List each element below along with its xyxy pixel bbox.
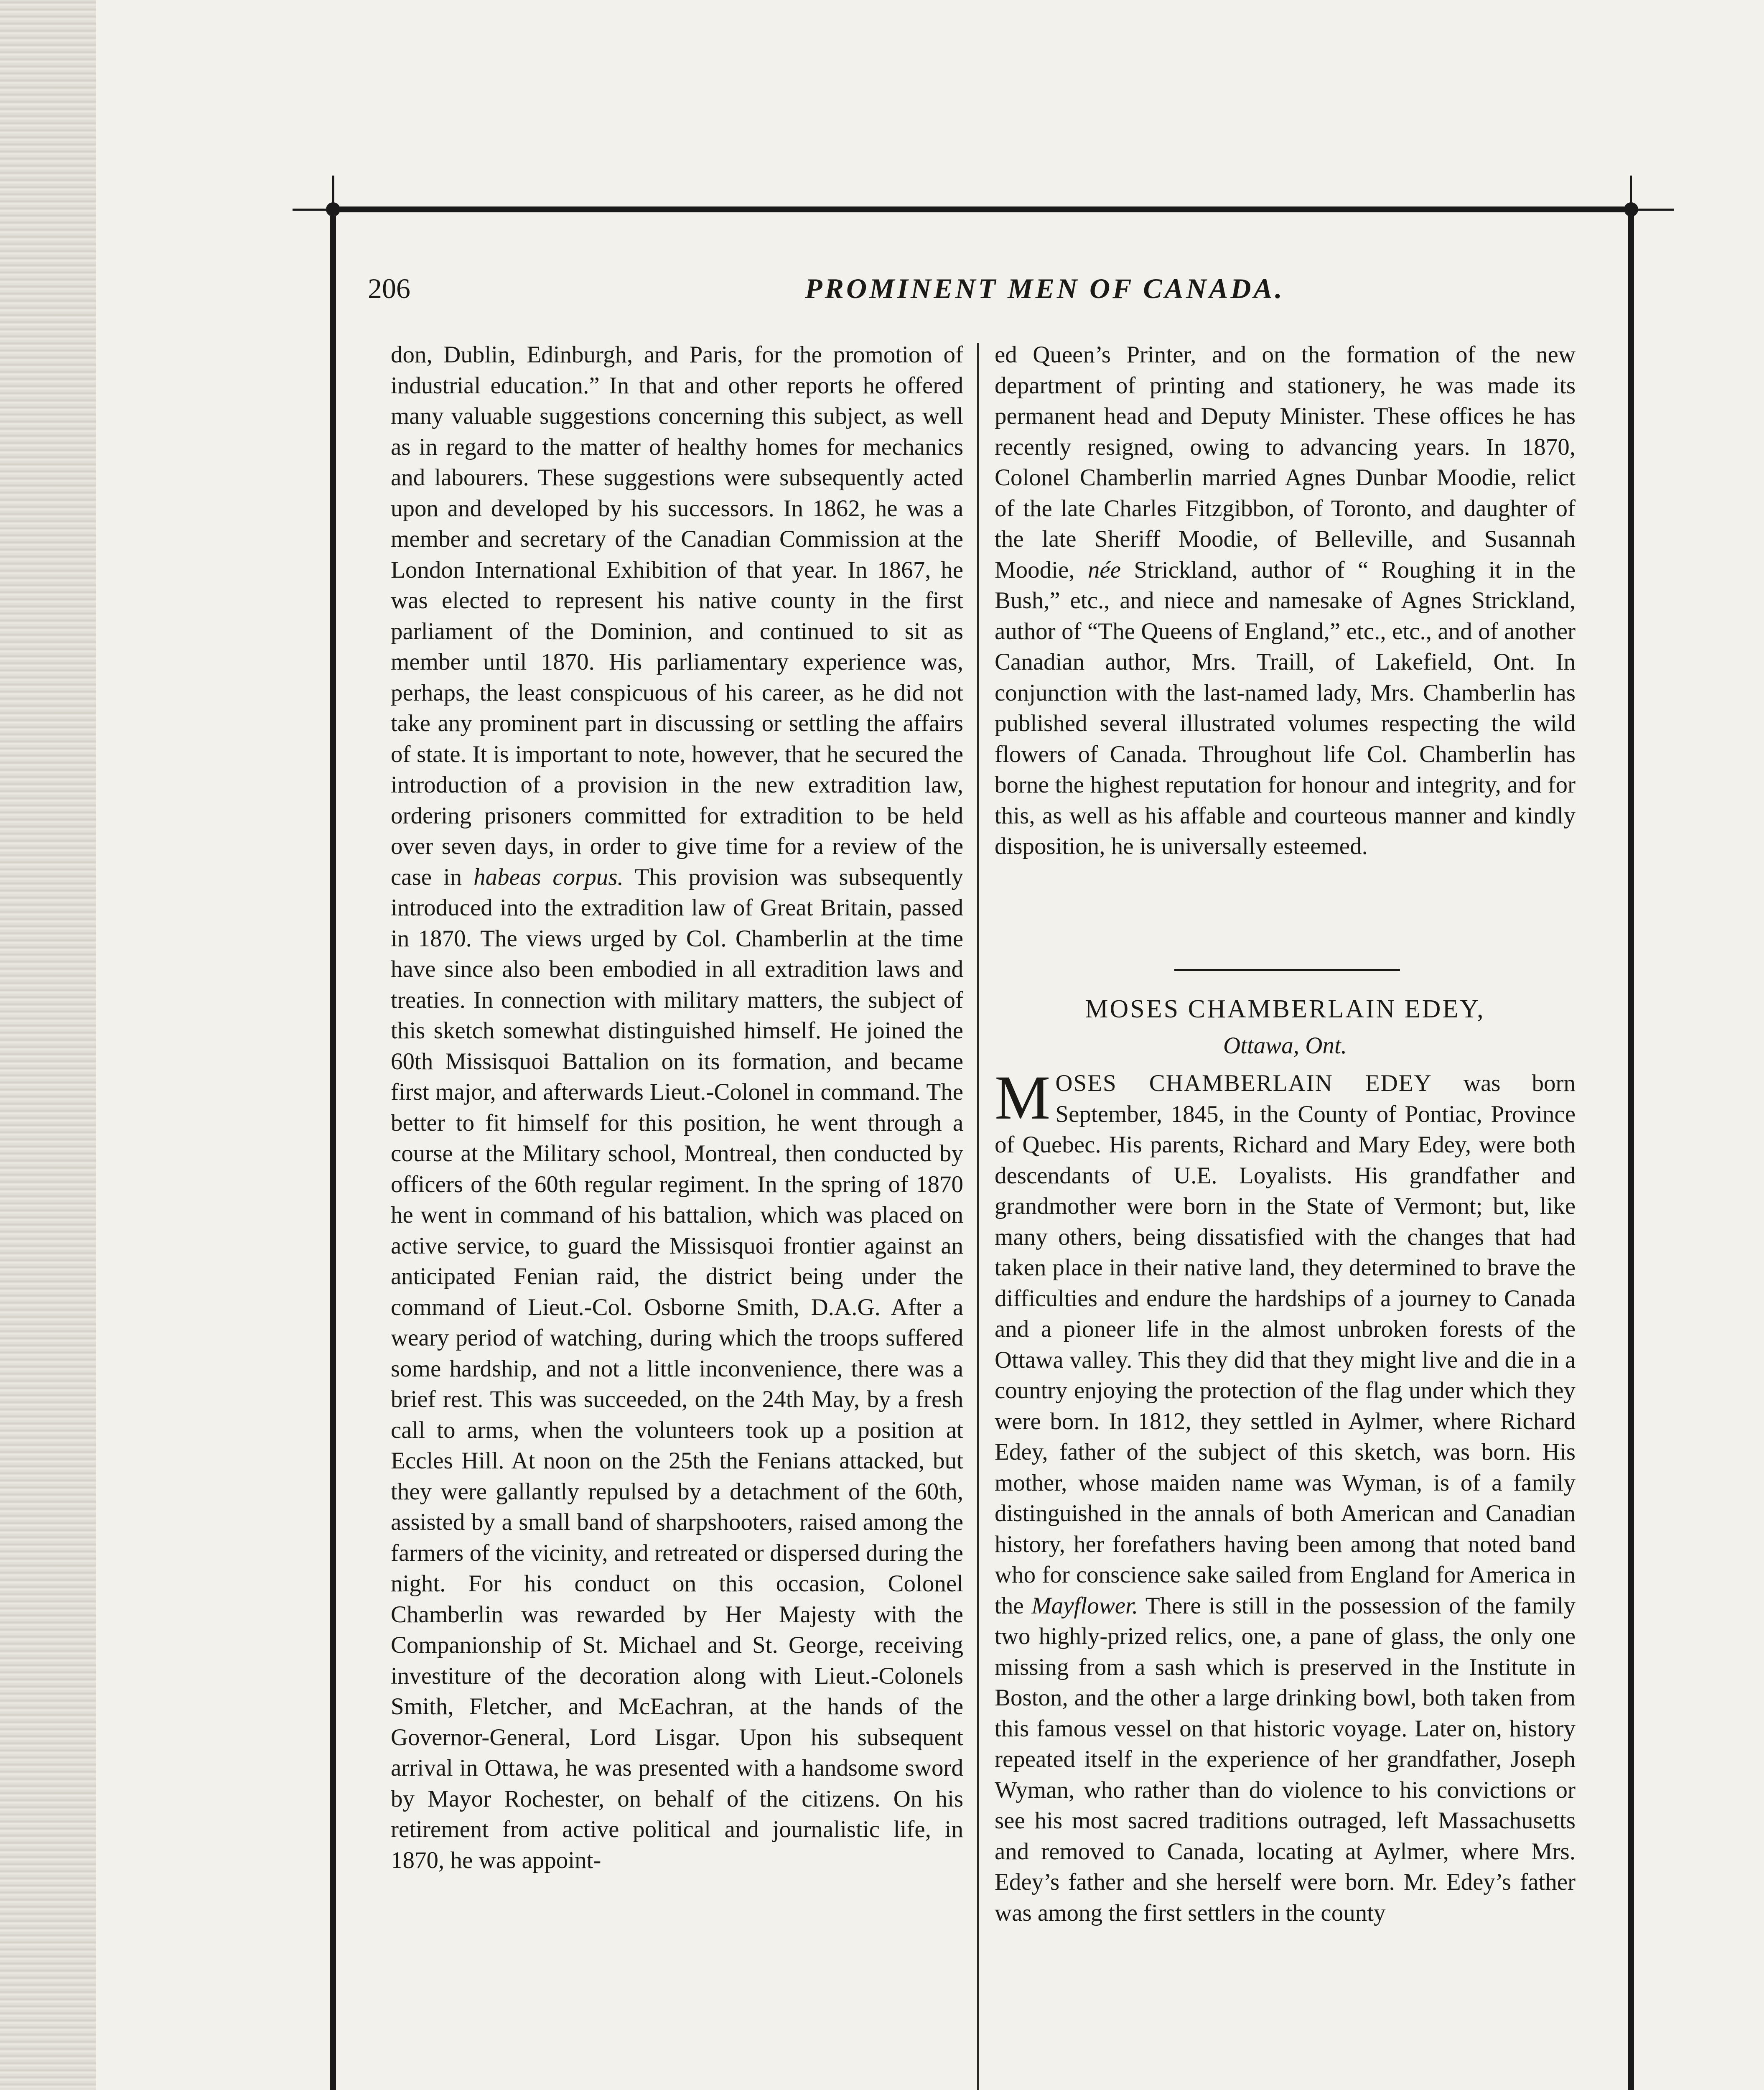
left-text-part-1: don, Dublin, Edinburgh, and Paris, for the promotion of industrial education.” In that and other reports he offered many valuable suggestions concerning this subject, as well as in regard to the matter of healthy homes for mechanics and labourers. These suggestions were subsequently acted upon and developed by his successors. In 1862, he was a member and secretary of the Canadian Commission at the London International Exhibition of that year. In 1867, he was elected to represent his native county in the first parliament of the Dominion, and continued to sit as member until 1870. His parliamentary experience was, perhaps, the least conspicuous of his career, as he did not take any prominent part in discussing or settling the affairs of state. It is important to note, however, that he secured the introduction of a provision in the new extradition law, ordering prisoners committed for extradition to be held over seven days, in order to give time for a review of the case in xyxy=(391,342,963,890)
page-frame-right xyxy=(1628,206,1634,2090)
right-column-top xyxy=(995,339,1576,862)
page-frame-top xyxy=(330,206,1634,212)
left-text-part-2: This provision was subsequently introduced into the extradition law of Great Britain, passed in 1870. The views urged by Col. Chamberlin at the time have since also been embodied in all extradition laws and treaties. In connection with military matters, the subject of this sketch somewhat distinguished himself. He joined the 60th Missisquoi Battalion on its formation, and became first major, and afterwards Lieut.-Colonel in command. The better to fit himself for this position, he went through a course at the Military school, Montreal, then conducted by officers of the 60th regular regiment. In the spring of 1870 he went in command of his battalion, which was placed on active service, to guard the Missisquoi frontier against an anticipated Fenian raid, the district being under the command of Lieut.-Col. Osborne Smith, D.A.G. After a weary period of watching, during which the troops suffered some hardship, and not a little inconvenience, there was a brief rest. This was succeeded, on the 24th May, by a fresh call to arms, when the volunteers took up a position at Eccles Hill. At noon on the 25th the Fenians attacked, but they were gallantly repulsed by a detachment of the 60th, assisted by a small band of sharpshooters, raised among the farmers of the vicinity, and retreated or dispersed during the night. For his conduct on this occasion, Colonel Chamberlin was rewarded by Her Majesty with the Companionship of St. Michael and St. George, receiving investiture of the decoration along with Lieut.-Colonels Smith, Fletcher, and McEachran, at the hands of the Governor-General, Lord Lisgar. Upon his subsequent arrival in Ottawa, he was presented with a handsome sword by Mayor Rochester, on behalf of the citizens. On his retirement from active political and journalistic life, in 1870, he was appoint- xyxy=(391,864,963,1873)
left-column xyxy=(391,339,963,1876)
section-text-italic: Mayflower. xyxy=(1031,1592,1138,1619)
section-lead-caps: OSES CHAMBERLAIN EDEY xyxy=(1055,1070,1432,1096)
section-divider xyxy=(1174,969,1400,971)
right-column-paragraph xyxy=(995,339,1576,862)
section-title: MOSES CHAMBERLAIN EDEY, xyxy=(1085,995,1485,1023)
drop-cap: M xyxy=(995,1063,1051,1132)
scanner-edge-shading xyxy=(0,0,96,2090)
left-column-paragraph xyxy=(391,339,963,1876)
right-text-part-2: Strickland, author of “ Roughing it in the Bush,” etc., and niece and namesake of Agnes Strickland, author of “The Queens of England,” etc., etc., and of another Canadian author, Mrs. Traill, of Lakefield, Ont. In conjunction with the last-named lady, Mrs. Chamberlin has published several illustrated volumes respecting the wild flowers of Canada. Throughout life Col. Chamberlin has borne the highest reputation for honour and integrity, and for this, as well as his affable and courteous manner and kindly disposition, he is universally esteemed. xyxy=(995,556,1576,859)
running-title: PROMINENT MEN OF CANADA. xyxy=(805,273,1285,304)
frame-corner-ornament xyxy=(1624,202,1638,217)
column-divider xyxy=(977,343,979,2090)
section-text-part-2: There is still in the possession of the family two highly-prized relics, one, a pane of glass, the only one missing from a sash which is preserved in the Institute in Boston, and the other a large drinking bowl, both taken from this famous vessel on that historic voyage. Later on, history repeated itself in the experience of her grandfather, Joseph Wyman, who rather than do violence to his convictions or see his most sacred traditions outraged, left Massachusetts and removed to Canada, locating at Aylmer, where Mrs. Edey’s father and she herself were born. Mr. Edey’s father was among the first settlers in the county xyxy=(995,1592,1576,1926)
right-text-part-1: ed Queen’s Printer, and on the formation of the new department of printing and stationery, he was made its permanent head and Deputy Minister. These offices he has recently resigned, owing to advancing years. In 1870, Colonel Chamberlin married Agnes Dunbar Moodie, relict of the late Charles Fitzgibbon, of Toronto, and daughter of the late Sheriff Moodie, of Belleville, and Susannah Moodie, xyxy=(995,342,1576,583)
section-text-part-1: was born September, 1845, in the County of Pontiac, Province of Quebec. His parents, Richard and Mary Edey, were both descendants of U.E. Loyalists. His grandfather and grandmother were born in the State of Vermont; but, like many others, being dissatisfied with the changes that had taken place in their native land, they determined to brave the difficulties and endure the hardships of a journey to Canada and a pioneer life in the almost unbroken forests of the Ottawa valley. This they did that they might live and die in a country enjoying the protection of the flag under which they were born. In 1812, they settled in Aylmer, where Richard Edey, father of the subject of this sketch, was born. His mother, whose maiden name was Wyman, is of a family distinguished in the annals of both American and Canadian history, her forefathers having been among that noted band who for conscience sake sailed from England for America in the xyxy=(995,1070,1576,1619)
section-paragraph xyxy=(995,1063,1576,1928)
right-column-section-body xyxy=(995,1063,1576,1928)
page-frame-left xyxy=(330,206,336,2090)
frame-corner-ornament xyxy=(326,202,340,217)
right-text-italic: née xyxy=(1087,556,1121,583)
section-location: Ottawa, Ont. xyxy=(1223,1032,1347,1059)
page-number: 206 xyxy=(368,273,410,304)
frame-ornament xyxy=(1632,209,1674,211)
left-text-italic: habeas corpus. xyxy=(473,864,624,890)
